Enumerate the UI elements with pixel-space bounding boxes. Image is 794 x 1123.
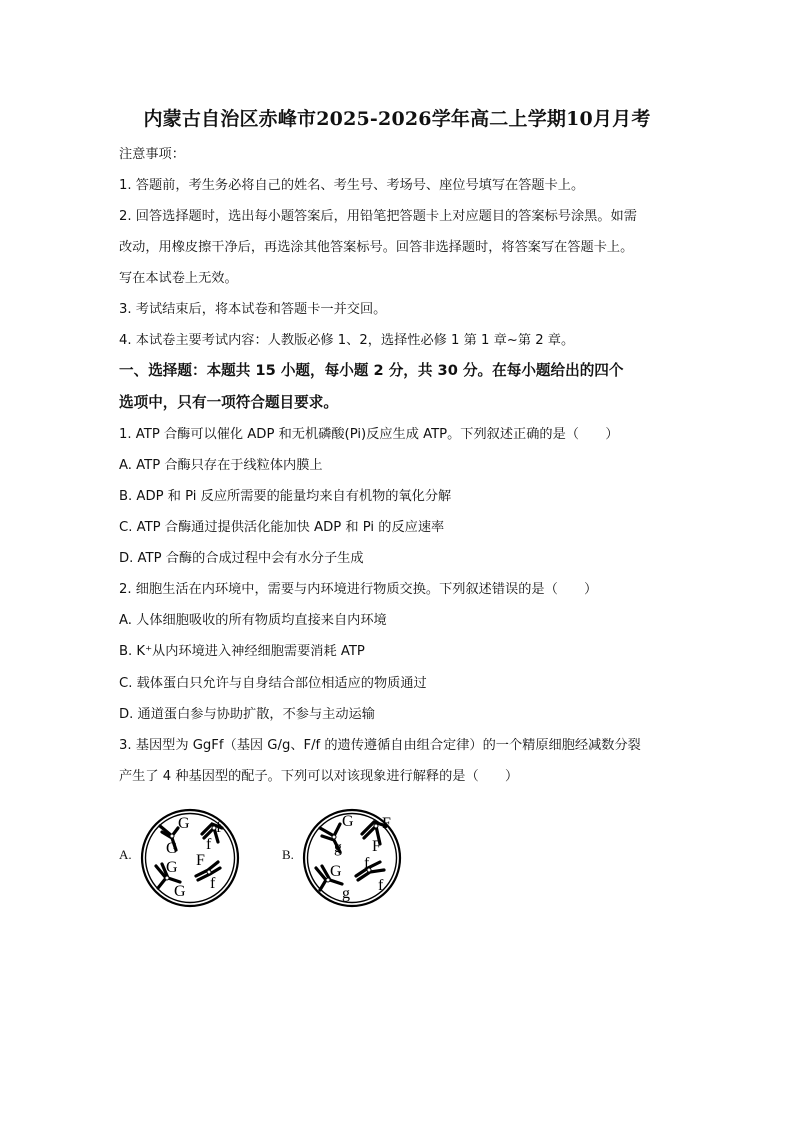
allele-label: G — [330, 863, 342, 880]
allele-label: g — [342, 885, 350, 902]
allele-label: G — [342, 813, 354, 830]
allele-label: f — [216, 819, 222, 836]
notice-heading: 注意事项： — [119, 147, 185, 162]
notice-item-3: 3. 考试结束后，将本试卷和答题卡一并交回。 — [119, 302, 387, 317]
question-3-stem-cont: 产生了 4 种基因型的配子。下列可以对该现象进行解释的是（ ） — [119, 769, 519, 784]
notice-item-2: 2. 回答选择题时，选出每小题答案后，用铅笔把答题卡上对应题目的答案标号涂黑。如需 — [119, 209, 637, 224]
section-heading-cont: 选项中，只有一项符合题目要求。 — [119, 394, 338, 411]
allele-label: G — [174, 883, 186, 900]
allele-label: f — [206, 836, 212, 853]
allele-label: f — [378, 877, 384, 894]
allele-label: G — [166, 840, 178, 857]
cell-diagram-a — [138, 806, 242, 910]
question-1-option-c: C. ATP 合酶通过提供活化能加快 ADP 和 Pi 的反应速率 — [119, 520, 445, 535]
notice-item-1: 1. 答题前，考生务必将自己的姓名、考生号、考场号、座位号填写在答题卡上。 — [119, 178, 585, 193]
question-2-option-a: A. 人体细胞吸收的所有物质均直接来自内环境 — [119, 613, 387, 628]
question-3-stem: 3. 基因型为 GgFf（基因 G/g、F/f 的遗传遵循自由组合定律）的一个精原细胞经减数分裂 — [119, 738, 641, 753]
question-2-option-c: C. 载体蛋白只允许与自身结合部位相适应的物质通过 — [119, 676, 427, 691]
question-1-option-b: B. ADP 和 Pi 反应所需要的能量均来自有机物的氧化分解 — [119, 489, 452, 504]
notice-item-2-cont: 改动，用橡皮擦干净后，再选涂其他答案标号。回答非选择题时，将答案写在答题卡上。 — [119, 240, 634, 255]
allele-label: F — [382, 815, 391, 832]
question-2-option-b: B. K⁺从内环境进入神经细胞需要消耗 ATP — [119, 644, 365, 659]
allele-label: g — [334, 839, 342, 856]
figure-b-label: B. — [282, 847, 294, 862]
allele-label: F — [196, 852, 205, 869]
question-1-stem: 1. ATP 合酶可以催化 ADP 和无机磷酸(Pi)反应生成 ATP。下列叙述正确的是（ ） — [119, 427, 619, 442]
notice-item-2-cont: 写在本试卷上无效。 — [119, 271, 238, 286]
figure-a-label: A. — [119, 847, 132, 862]
allele-label: F — [372, 838, 381, 855]
allele-label: f — [364, 855, 370, 872]
question-1-option-a: A. ATP 合酶只存在于线粒体内膜上 — [119, 458, 323, 473]
allele-label: G — [166, 859, 178, 876]
page-title: 内蒙古自治区赤峰市2025-2026学年高二上学期10月月考 — [143, 108, 651, 130]
cell-diagram-b — [300, 806, 404, 910]
notice-item-4: 4. 本试卷主要考试内容：人教版必修 1、2，选择性必修 1 第 1 章~第 2 章。 — [119, 333, 575, 348]
question-2-stem: 2. 细胞生活在内环境中，需要与内环境进行物质交换。下列叙述错误的是（ ） — [119, 582, 598, 597]
allele-label: f — [210, 875, 216, 892]
question-2-option-d: D. 通道蛋白参与协助扩散，不参与主动运输 — [119, 707, 375, 722]
allele-label: G — [178, 815, 190, 832]
question-1-option-d: D. ATP 合酶的合成过程中会有水分子生成 — [119, 551, 364, 566]
section-heading: 一、选择题：本题共 15 小题，每小题 2 分，共 30 分。在每小题给出的四个 — [119, 362, 624, 379]
